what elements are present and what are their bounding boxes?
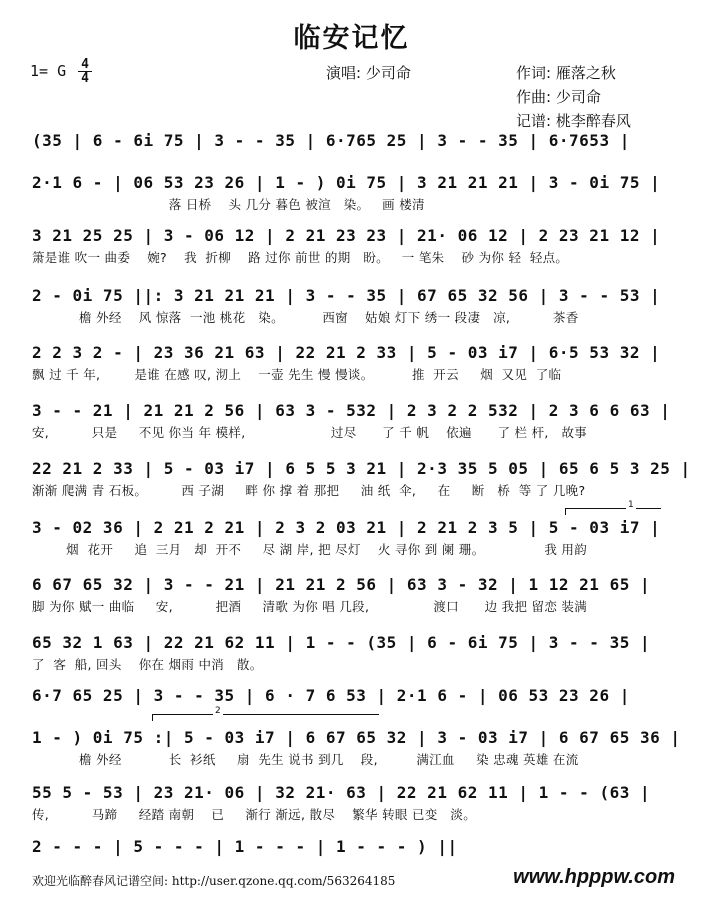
lyricist-credit: 作词: 雁落之秋 xyxy=(516,64,616,82)
notation-line: 6 67 65 32 | 3 - - 21 | 21 21 2 56 | 63 3 - 32 | 1 12 21 65 | xyxy=(32,575,651,594)
lyric-line: 安, 只是 不见 你当 年 模样, 过尽 了 千 帆 依遍 了 栏 杆, 故事 xyxy=(32,425,588,440)
lyric-line: 飘 过 千 年, 是谁 在感 叹, 沏上 一壶 先生 慢 慢谈。 推 开云 烟 又见 了临 xyxy=(32,367,562,382)
score-row-14 xyxy=(32,836,672,858)
score-row-12 xyxy=(32,727,681,769)
score-row-2 xyxy=(32,172,672,214)
score-row-10 xyxy=(32,632,672,674)
volta-bracket-1 xyxy=(565,500,661,515)
score-row-7 xyxy=(32,458,691,500)
lyric-line: 脚 为你 赋一 曲临 安, 把酒 清歌 为你 唱 几段, 渡口 边 我把 留恋 装满 xyxy=(32,599,588,614)
time-signature-top: 4 xyxy=(81,57,89,72)
composer-credit: 作曲: 少司命 xyxy=(516,88,601,106)
notation-line: 2 - 0i 75 ||: 3 21 21 21 | 3 - - 35 | 67 65 32 56 | 3 - - 53 | xyxy=(32,286,661,305)
volta-label-1: 1 xyxy=(628,500,634,510)
notation-line: 22 21 2 33 | 5 - 03 i7 | 6 5 5 3 21 | 2·3 35 5 05 | 65 6 5 3 25 | xyxy=(32,459,691,478)
lyric-line: 檐 外经 风 惊落 一池 桃花 染。 西窗 姑娘 灯下 绣一 段凄 凉, 茶香 xyxy=(32,310,579,325)
lyric-line: 传, 马蹄 经踏 南朝 已 渐行 渐远, 散尽 繁华 转眼 已变 淡。 xyxy=(32,807,476,822)
lyric-line: 渐渐 爬满 青 石板。 西 子湖 畔 你 撑 着 那把 油 纸 伞, 在 断 桥 等 了 几晚? xyxy=(32,483,586,498)
lyric-line xyxy=(32,154,672,172)
notation-line: 3 - - 21 | 21 21 2 56 | 63 3 - 532 | 2 3 2 2 532 | 2 3 6 6 63 | xyxy=(32,401,671,420)
key-signature: 1= G xyxy=(30,62,67,80)
lyric-line: 烟 花开 追 三月 却 开不 尽 湖 岸, 把 尽灯 火 寻你 到 阑 珊。 我 用韵 xyxy=(32,542,588,557)
volta-label-2: 2 xyxy=(215,706,221,716)
notation-line: 6·7 65 25 | 3 - - 35 | 6 · 7 6 53 | 2·1 6 - | 06 53 23 26 | xyxy=(32,686,630,705)
time-signature xyxy=(78,58,92,85)
score-row-4 xyxy=(32,285,672,327)
score-row-3 xyxy=(32,225,672,267)
score-row-13 xyxy=(32,782,672,824)
lyric-line: 檐 外经 长 衫纸 扇 先生 说书 到几 段, 满江血 染 忠魂 英雄 在流 xyxy=(32,752,579,767)
lyric-line: 箫是谁 吹一 曲委 婉? 我 折柳 路 过你 前世 的期 盼。 一 笔朱 砂 为你 轻 轻点。 xyxy=(32,250,569,265)
site-watermark: www.hpppw.com xyxy=(513,866,675,888)
notation-line: 3 21 25 25 | 3 - 06 12 | 2 21 23 23 | 21· 06 12 | 2 23 21 12 | xyxy=(32,226,661,245)
notation-line: 3 - 02 36 | 2 21 2 21 | 2 3 2 03 21 | 2 21 2 3 5 | 5 - 03 i7 | xyxy=(32,518,661,537)
notation-line: 1 - ) 0i 75 :| 5 - 03 i7 | 6 67 65 32 | 3 - 03 i7 | 6 67 65 36 | xyxy=(32,728,681,747)
score-row-1 xyxy=(32,130,672,172)
song-title: 临安记忆 xyxy=(293,23,410,54)
notation-line: 2 2 3 2 - | 23 36 21 63 | 22 21 2 33 | 5 - 03 i7 | 6·5 53 32 | xyxy=(32,343,661,362)
volta-bracket-2 xyxy=(152,706,379,721)
score-row-5 xyxy=(32,342,672,384)
lyric-line: 落 日桥 头 几分 暮色 被渲 染。 画 楼清 xyxy=(32,197,425,212)
notation-line: 2·1 6 - | 06 53 23 26 | 1 - ) 0i 75 | 3 21 21 21 | 3 - 0i 75 | xyxy=(32,173,661,192)
transcriber-credit: 记谱: 桃李醉春风 xyxy=(516,112,631,130)
singer-credit: 演唱: 少司命 xyxy=(326,64,411,82)
score-row-11 xyxy=(32,685,672,707)
time-signature-bottom: 4 xyxy=(81,71,89,86)
notation-line: (35 | 6 - 6i 75 | 3 - - 35 | 6·765 25 | 3 - - 35 | 6·7653 | xyxy=(32,131,630,150)
notation-line: 2 - - - | 5 - - - | 1 - - - | 1 - - - ) || xyxy=(32,837,458,856)
lyric-line: 了 客 船, 回头 你在 烟雨 中消 散。 xyxy=(32,657,263,672)
score-row-6 xyxy=(32,400,672,442)
score-row-9 xyxy=(32,574,672,616)
notation-line: 65 32 1 63 | 22 21 62 11 | 1 - - (35 | 6 - 6i 75 | 3 - - 35 | xyxy=(32,633,651,652)
score-row-8 xyxy=(32,517,672,559)
footer-visit-text: 欢迎光临醉春风记谱空间: http://user.qzone.qq.com/563264185 xyxy=(32,874,396,888)
notation-line: 55 5 - 53 | 23 21· 06 | 32 21· 63 | 22 21 62 11 | 1 - - (63 | xyxy=(32,783,651,802)
